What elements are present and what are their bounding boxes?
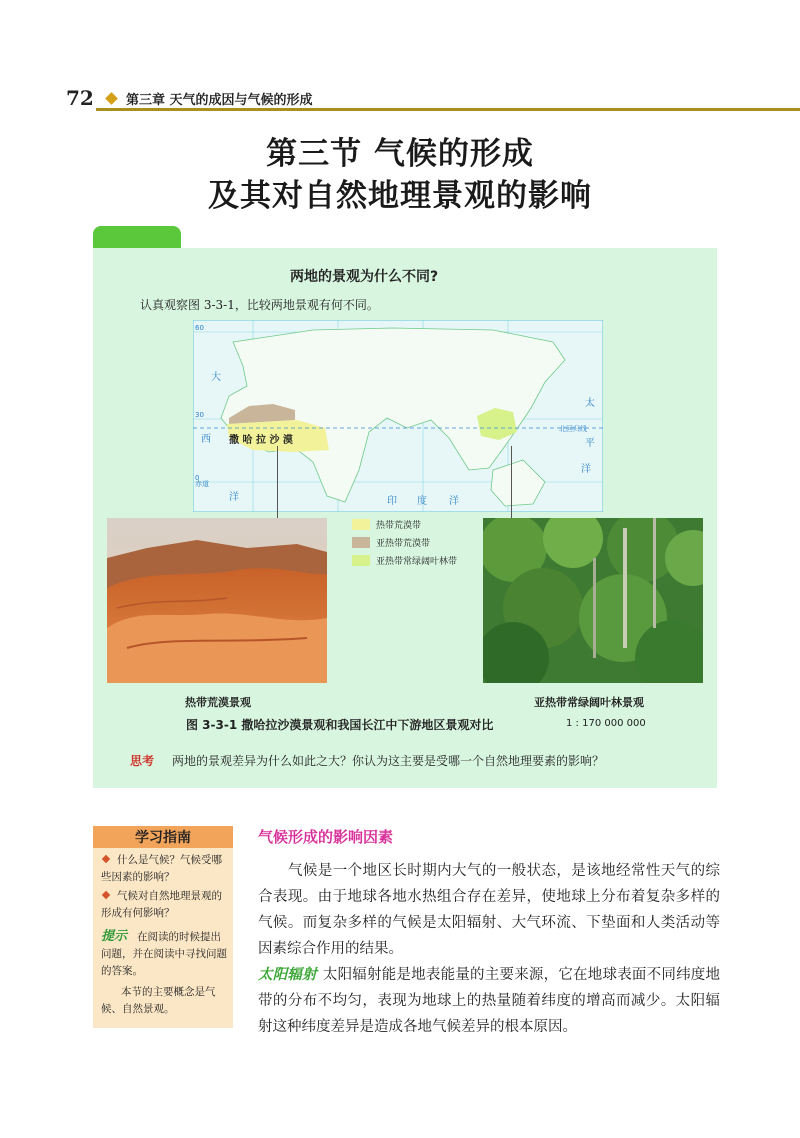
- map-label-du: 度: [417, 496, 427, 507]
- leader-line-forest: [511, 446, 512, 518]
- header-rule: [96, 108, 800, 111]
- paragraph-2-text: 太阳辐射能是地表能量的主要来源，它在地球表面不同纬度地带的分布不均匀，表现为地球上的热量随着纬度的增高而减少。太阳辐射这种纬度差异是造成各地气候差异的根本原因。: [258, 967, 721, 1035]
- chapter-heading: 第三章 天气的成因与气候的形成: [126, 93, 313, 108]
- study-guide-title: 学习指南: [135, 830, 191, 846]
- legend-swatch: [352, 519, 370, 530]
- section-title-line1: 第三节 气候的形成: [266, 136, 534, 172]
- hint-label: 提示: [101, 929, 128, 944]
- map-label-tropic: 北回归线: [559, 425, 587, 433]
- term-solar-radiation: 太阳辐射: [258, 967, 317, 983]
- figure-scale: 1 : 170 000 000: [566, 718, 646, 729]
- guide-question-text: 什么是气候？气候受哪些因素的影响？: [101, 854, 222, 883]
- page-number: 72: [66, 86, 94, 110]
- map-label-xi: 西: [201, 434, 211, 445]
- legend-label: 热带荒漠带: [376, 521, 422, 531]
- guide-question-2: [101, 888, 229, 922]
- map-label-da-right: 太: [585, 398, 595, 409]
- world-map-figure: [193, 320, 603, 512]
- map-label-equator: 赤道: [195, 480, 209, 488]
- header-diamond-icon: [105, 92, 118, 105]
- map-label-yang-right: 洋: [581, 464, 591, 475]
- section-title-line2: 及其对自然地理景观的影响: [208, 178, 592, 214]
- map-lat-30: 30: [195, 411, 204, 419]
- guide-note: 本节的主要概念是气候、自然景观。: [101, 986, 216, 1015]
- guide-hint: [101, 928, 229, 980]
- map-lat-0: 0: [195, 474, 200, 482]
- legend-swatch: [352, 555, 370, 566]
- think-label: 思考: [130, 754, 155, 768]
- think-question: 两地的景观差异为什么如此之大？你认为这主要是受哪一个自然地理要素的影响？: [172, 754, 605, 768]
- guide-question-text: 气候对自然地理景观的形成有何影响？: [101, 890, 222, 919]
- map-label-da-left: 大: [211, 372, 221, 383]
- activity-title: 两地的景观为什么不同?: [290, 269, 439, 285]
- caption-desert: 热带荒漠景观: [185, 696, 251, 709]
- map-label-yang-left: 洋: [229, 492, 239, 503]
- legend-swatch: [352, 537, 370, 548]
- forest-photo: [483, 518, 703, 683]
- bullet-diamond-icon: [102, 891, 110, 899]
- hint-text: 在阅读的时候提出问题，并在阅读中寻找问题的答案。: [101, 931, 227, 977]
- leader-line-desert: [277, 446, 278, 518]
- map-label-yang-bottom: 洋: [449, 496, 459, 507]
- map-lat-60: 60: [195, 324, 204, 332]
- bullet-diamond-icon: [102, 855, 110, 863]
- legend-label: 亚热带常绿阔叶林带: [376, 557, 458, 567]
- map-label-ping: 平: [585, 438, 595, 449]
- legend-label: 亚热带荒漠带: [376, 539, 431, 549]
- caption-forest: 亚热带常绿阔叶林景观: [534, 696, 644, 709]
- subsection-title: 气候形成的影响因素: [258, 828, 394, 846]
- figure-caption: 图 3-3-1 撒哈拉沙漠景观和我国长江中下游地区景观对比: [186, 718, 494, 732]
- paragraph-1: 气候是一个地区长时期内大气的一般状态，是该地经常性天气的综合表现。由于地球各地水热组合存在差异，使地球上分布着复杂多样的气候。而复杂多样的气候是太阳辐射、大气环流、下垫面和人类活动等因素综合作用的结果。: [258, 863, 720, 957]
- map-label-yin: 印: [387, 496, 397, 507]
- guide-question-1: [101, 852, 229, 886]
- desert-photo: [107, 518, 327, 683]
- activity-instruction: 认真观察图 3-3-1，比较两地景观有何不同。: [140, 298, 379, 312]
- paragraph-2: [258, 962, 720, 1040]
- map-label-sahara: 撒 哈 拉 沙 漠: [229, 435, 293, 446]
